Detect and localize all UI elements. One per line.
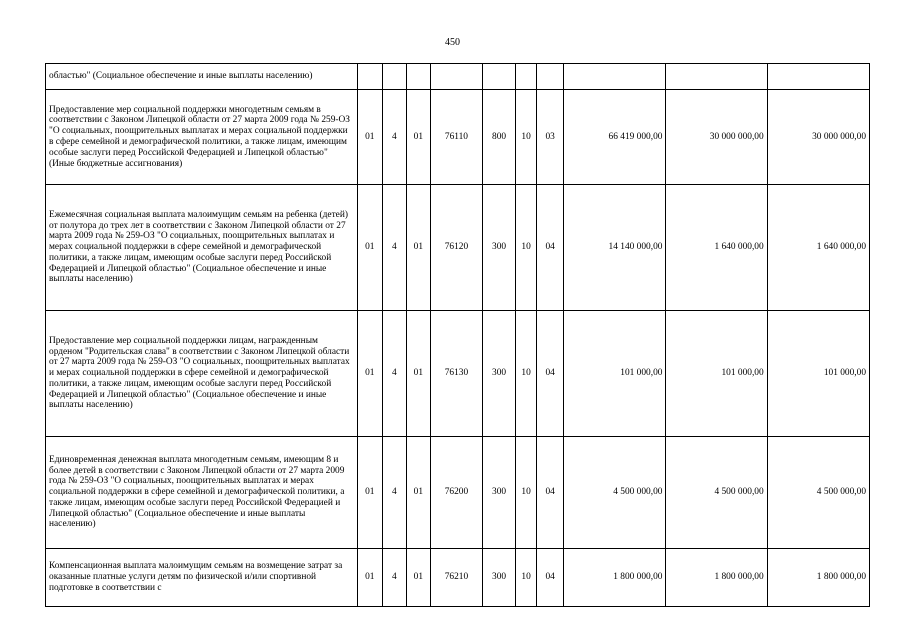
program-code: 01 xyxy=(357,437,382,549)
amount-year-2: 1 640 000,00 xyxy=(666,185,767,311)
program-code: 01 xyxy=(357,311,382,437)
subprogram-code: 4 xyxy=(382,311,406,437)
section-code: 10 xyxy=(516,549,537,607)
table-row xyxy=(46,90,870,185)
program-code: 01 xyxy=(357,549,382,607)
section-code: 10 xyxy=(516,90,537,185)
amount-year-3: 30 000 000,00 xyxy=(767,90,869,185)
program-code: 01 xyxy=(357,90,382,185)
amount-year-3: 101 000,00 xyxy=(767,311,869,437)
direction-code xyxy=(430,64,482,90)
amount-year-1: 14 140 000,00 xyxy=(564,185,666,311)
expense-type-code xyxy=(483,64,516,90)
expense-type-code: 300 xyxy=(483,311,516,437)
main-activity-code: 01 xyxy=(406,185,430,311)
direction-code: 76130 xyxy=(430,311,482,437)
amount-year-3 xyxy=(767,64,869,90)
row-description: Единовременная денежная выплата многодетным семьям, имеющим 8 и более детей в соответствии с Законом Липецкой области от 27 марта 2009 года № 259-ОЗ "О социальных, поощрительных выплатах и мерах социальной поддержки в сфере семейной и демографической политики, а также лицам, имеющим особые заслуги перед Российской Федерацией и Липецкой областью" (Социальное обеспечение и иные выплаты населению) xyxy=(46,437,358,549)
amount-year-3: 4 500 000,00 xyxy=(767,437,869,549)
amount-year-2: 101 000,00 xyxy=(666,311,767,437)
subsection-code: 04 xyxy=(537,549,564,607)
direction-code: 76210 xyxy=(430,549,482,607)
direction-code: 76120 xyxy=(430,185,482,311)
table-row xyxy=(46,64,870,90)
amount-year-1: 4 500 000,00 xyxy=(564,437,666,549)
budget-table xyxy=(45,63,870,607)
main-activity-code: 01 xyxy=(406,311,430,437)
main-activity-code xyxy=(406,64,430,90)
subsection-code: 03 xyxy=(537,90,564,185)
expense-type-code: 300 xyxy=(483,437,516,549)
table-row xyxy=(46,437,870,549)
program-code xyxy=(357,64,382,90)
table-row xyxy=(46,185,870,311)
subprogram-code: 4 xyxy=(382,437,406,549)
subprogram-code xyxy=(382,64,406,90)
program-code: 01 xyxy=(357,185,382,311)
amount-year-1: 101 000,00 xyxy=(564,311,666,437)
table-body xyxy=(46,64,870,607)
row-description: Компенсационная выплата малоимущим семьям на возмещение затрат за оказанные платные услуги детям по физической и/или спортивной подготовке в соответствии с xyxy=(46,549,358,607)
main-activity-code: 01 xyxy=(406,437,430,549)
subsection-code: 04 xyxy=(537,185,564,311)
amount-year-2 xyxy=(666,64,767,90)
expense-type-code: 300 xyxy=(483,185,516,311)
amount-year-1: 66 419 000,00 xyxy=(564,90,666,185)
amount-year-1: 1 800 000,00 xyxy=(564,549,666,607)
table-row xyxy=(46,311,870,437)
subsection-code xyxy=(537,64,564,90)
direction-code: 76200 xyxy=(430,437,482,549)
amount-year-2: 30 000 000,00 xyxy=(666,90,767,185)
section-code xyxy=(516,64,537,90)
row-description: Ежемесячная социальная выплата малоимущим семьям на ребенка (детей) от полутора до трех лет в соответствии с Законом Липецкой области от 27 марта 2009 года № 259-ОЗ "О социальных, поощрительных выплатах и мерах социальной поддержки в сфере семейной и демографической политики, а также лицам, имеющим особые заслуги перед Российской Федерацией и Липецкой областью" (Социальное обеспечение и иные выплаты населению) xyxy=(46,185,358,311)
section-code: 10 xyxy=(516,185,537,311)
amount-year-1 xyxy=(564,64,666,90)
subsection-code: 04 xyxy=(537,311,564,437)
subprogram-code: 4 xyxy=(382,90,406,185)
subprogram-code: 4 xyxy=(382,549,406,607)
expense-type-code: 300 xyxy=(483,549,516,607)
main-activity-code: 01 xyxy=(406,549,430,607)
row-description: областью" (Социальное обеспечение и иные выплаты населению) xyxy=(46,64,358,90)
row-description: Предоставление мер социальной поддержки лицам, награжденным орденом "Родительская слава" в соответствии с Законом Липецкой области от 27 марта 2009 года № 259-ОЗ "О социальных, поощрительных выплатах и мерах социальной поддержки в сфере семейной и демографической политики, а также лицам, имеющим особые заслуги перед Российской Федерацией и Липецкой областью" (Социальное обеспечение и иные выплаты населению) xyxy=(46,311,358,437)
amount-year-2: 4 500 000,00 xyxy=(666,437,767,549)
amount-year-3: 1 640 000,00 xyxy=(767,185,869,311)
section-code: 10 xyxy=(516,437,537,549)
amount-year-3: 1 800 000,00 xyxy=(767,549,869,607)
subprogram-code: 4 xyxy=(382,185,406,311)
direction-code: 76110 xyxy=(430,90,482,185)
amount-year-2: 1 800 000,00 xyxy=(666,549,767,607)
row-description: Предоставление мер социальной поддержки многодетным семьям в соответствии с Законом Липецкой области от 27 марта 2009 года № 259-ОЗ "О социальных, поощрительных выплатах и мерах социальной поддержки в сфере семейной и демографической политики, а также лицам, имеющим особые заслуги перед Российской Федерацией и Липецкой областью" (Иные бюджетные ассигнования) xyxy=(46,90,358,185)
section-code: 10 xyxy=(516,311,537,437)
table-row xyxy=(46,549,870,607)
expense-type-code: 800 xyxy=(483,90,516,185)
page-number: 450 xyxy=(445,37,460,48)
main-activity-code: 01 xyxy=(406,90,430,185)
subsection-code: 04 xyxy=(537,437,564,549)
